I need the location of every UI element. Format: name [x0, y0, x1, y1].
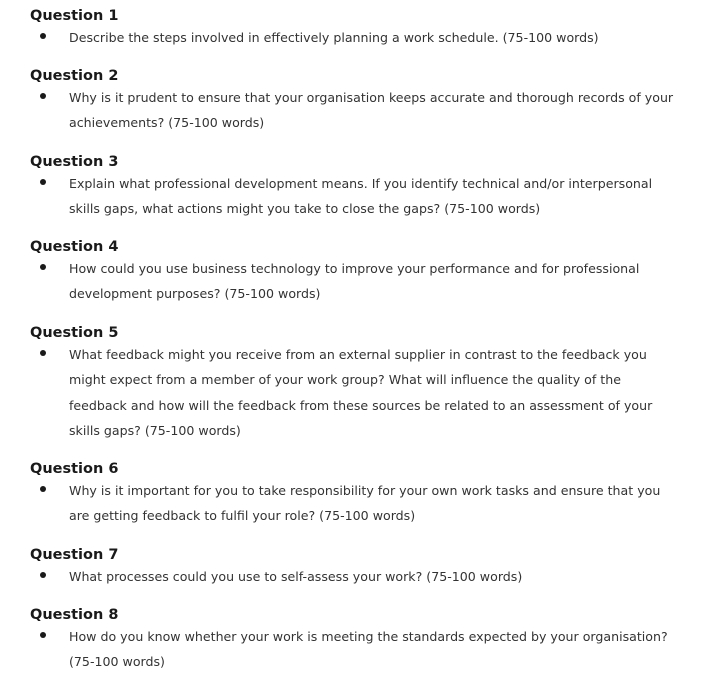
question-title: Question 2 — [30, 68, 119, 84]
question-text: Describe the steps involved in effectively planning a work schedule. (75-100 words) — [69, 30, 599, 45]
question-text: Explain what professional development means. If you identify technical and/or interpersonal skills gaps, what actions might you take to close the gaps? (75-100 words) — [69, 176, 653, 217]
bullet-icon — [40, 486, 46, 492]
bullet-icon — [40, 572, 46, 578]
bullet-icon — [40, 632, 46, 638]
question-text: How could you use business technology to improve your performance and for professional development purposes? (75-100 words) — [69, 261, 640, 302]
bullet-icon — [40, 93, 46, 99]
bullet-icon — [40, 179, 46, 185]
question-title: Question 3 — [30, 154, 119, 170]
bullet-icon — [40, 264, 46, 270]
bullet-icon — [40, 33, 46, 39]
question-title: Question 4 — [30, 239, 119, 255]
question-text: How do you know whether your work is meeting the standards expected by your organisation? (75-100 words) — [69, 629, 668, 670]
question-title: Question 5 — [30, 325, 119, 341]
question-text: Why is it prudent to ensure that your organisation keeps accurate and thorough records of your achievements? (75-100 words) — [69, 90, 674, 131]
question-title: Question 8 — [30, 607, 119, 623]
question-title: Question 7 — [30, 547, 119, 563]
bullet-icon — [40, 350, 46, 356]
question-title: Question 6 — [30, 461, 119, 477]
question-text: What processes could you use to self-assess your work? (75-100 words) — [69, 569, 523, 584]
question-text: Why is it important for you to take responsibility for your own work tasks and ensure that you are getting feedback to fulfil your role? (75-100 words) — [69, 483, 661, 524]
question-title: Question 1 — [30, 8, 119, 24]
question-text: What feedback might you receive from an external supplier in contrast to the feedback you might expect from a member of your work group? What will influence the quality of the feedback and how will the feedback from these sources be related to an assessment of your skills gaps? (75-100 words) — [69, 347, 653, 438]
